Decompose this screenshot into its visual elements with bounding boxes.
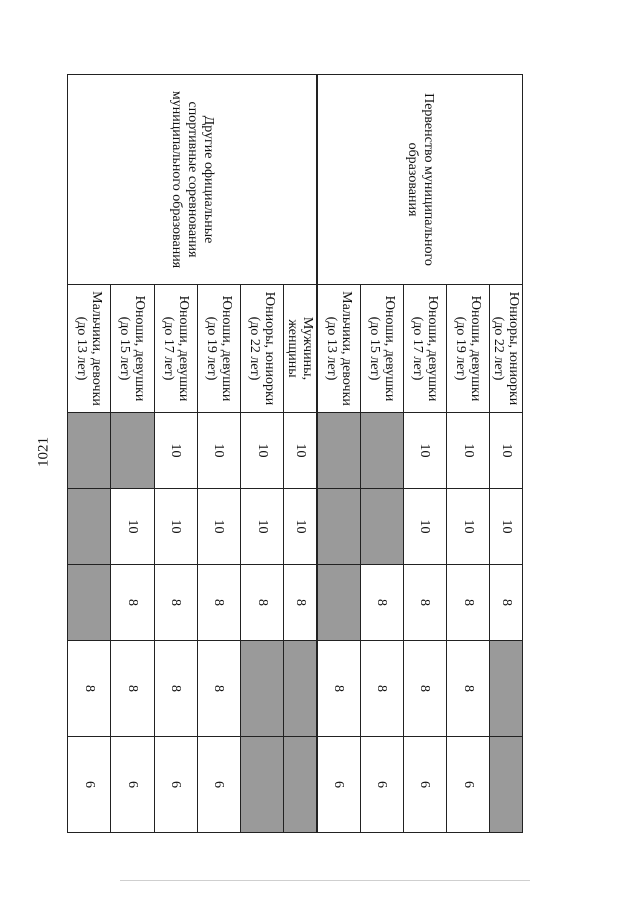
- value-cell: 10: [403, 489, 446, 565]
- value-cell: 10: [241, 413, 284, 489]
- value-cell: 8: [490, 565, 523, 641]
- age-category-cell: Мальчики, девочки (до 13 лет): [68, 285, 111, 413]
- value-cell: 8: [241, 565, 284, 641]
- shaded-empty-cell: [111, 413, 154, 489]
- value-cell: 8: [317, 641, 360, 737]
- value-cell: 8: [154, 565, 197, 641]
- age-category-cell: Юноши, девушки (до 15 лет): [111, 285, 154, 413]
- scan-edge-line: [120, 880, 530, 881]
- age-category-cell: Мужчины, женщины: [284, 285, 317, 413]
- value-cell: 10: [284, 489, 317, 565]
- value-cell: 8: [68, 641, 111, 737]
- shaded-empty-cell: [284, 737, 317, 833]
- age-category-cell: Юноши, девушки (до 17 лет): [154, 285, 197, 413]
- value-cell: 10: [490, 413, 523, 489]
- competition-level-cell: Другие официальные спортивные соревнования муниципального образования: [68, 75, 317, 285]
- shaded-empty-cell: [490, 641, 523, 737]
- age-category-cell: Юноши, девушки (до 15 лет): [360, 285, 403, 413]
- value-cell: 8: [197, 565, 240, 641]
- value-cell: 8: [403, 641, 446, 737]
- shaded-empty-cell: [360, 413, 403, 489]
- value-cell: 10: [154, 489, 197, 565]
- shaded-empty-cell: [241, 641, 284, 737]
- age-category-cell: Юноши, девушки (до 19 лет): [447, 285, 490, 413]
- shaded-empty-cell: [490, 737, 523, 833]
- age-category-cell: Юноши, девушки (до 19 лет): [197, 285, 240, 413]
- value-cell: 6: [111, 737, 154, 833]
- value-cell: 10: [447, 413, 490, 489]
- age-category-cell: Юниоры, юниорки (до 22 лет): [490, 285, 523, 413]
- age-category-cell: Мальчики, девочки (до 13 лет): [317, 285, 360, 413]
- value-cell: 8: [403, 565, 446, 641]
- value-cell: 10: [490, 489, 523, 565]
- value-cell: 8: [447, 565, 490, 641]
- page-number: 1021: [35, 437, 52, 467]
- value-cell: 10: [197, 413, 240, 489]
- value-cell: 10: [197, 489, 240, 565]
- shaded-empty-cell: [317, 413, 360, 489]
- value-cell: 8: [284, 565, 317, 641]
- shaded-empty-cell: [360, 489, 403, 565]
- value-cell: 10: [403, 413, 446, 489]
- shaded-empty-cell: [68, 489, 111, 565]
- value-cell: 10: [284, 413, 317, 489]
- value-cell: 10: [241, 489, 284, 565]
- value-cell: 10: [154, 413, 197, 489]
- rotated-table-area: [67, 74, 523, 832]
- value-cell: 6: [447, 737, 490, 833]
- table-body: [68, 75, 523, 833]
- value-cell: 8: [197, 641, 240, 737]
- value-cell: 8: [111, 565, 154, 641]
- value-cell: 6: [197, 737, 240, 833]
- value-cell: 6: [68, 737, 111, 833]
- table-row: [490, 75, 523, 833]
- value-cell: 6: [154, 737, 197, 833]
- value-cell: 8: [111, 641, 154, 737]
- value-cell: 10: [111, 489, 154, 565]
- shaded-empty-cell: [241, 737, 284, 833]
- value-cell: 6: [360, 737, 403, 833]
- table-row: [284, 75, 317, 833]
- value-cell: 8: [360, 565, 403, 641]
- shaded-empty-cell: [68, 565, 111, 641]
- shaded-empty-cell: [317, 489, 360, 565]
- value-cell: 8: [360, 641, 403, 737]
- value-cell: 8: [447, 641, 490, 737]
- age-category-cell: Юниоры, юниорки (до 22 лет): [241, 285, 284, 413]
- shaded-empty-cell: [284, 641, 317, 737]
- shaded-empty-cell: [317, 565, 360, 641]
- value-cell: 10: [447, 489, 490, 565]
- competition-level-cell: Первенство муниципального образования: [317, 75, 523, 285]
- value-cell: 6: [403, 737, 446, 833]
- value-cell: 6: [317, 737, 360, 833]
- standards-table: [67, 74, 523, 833]
- age-category-cell: Юноши, девушки (до 17 лет): [403, 285, 446, 413]
- value-cell: 8: [154, 641, 197, 737]
- shaded-empty-cell: [68, 413, 111, 489]
